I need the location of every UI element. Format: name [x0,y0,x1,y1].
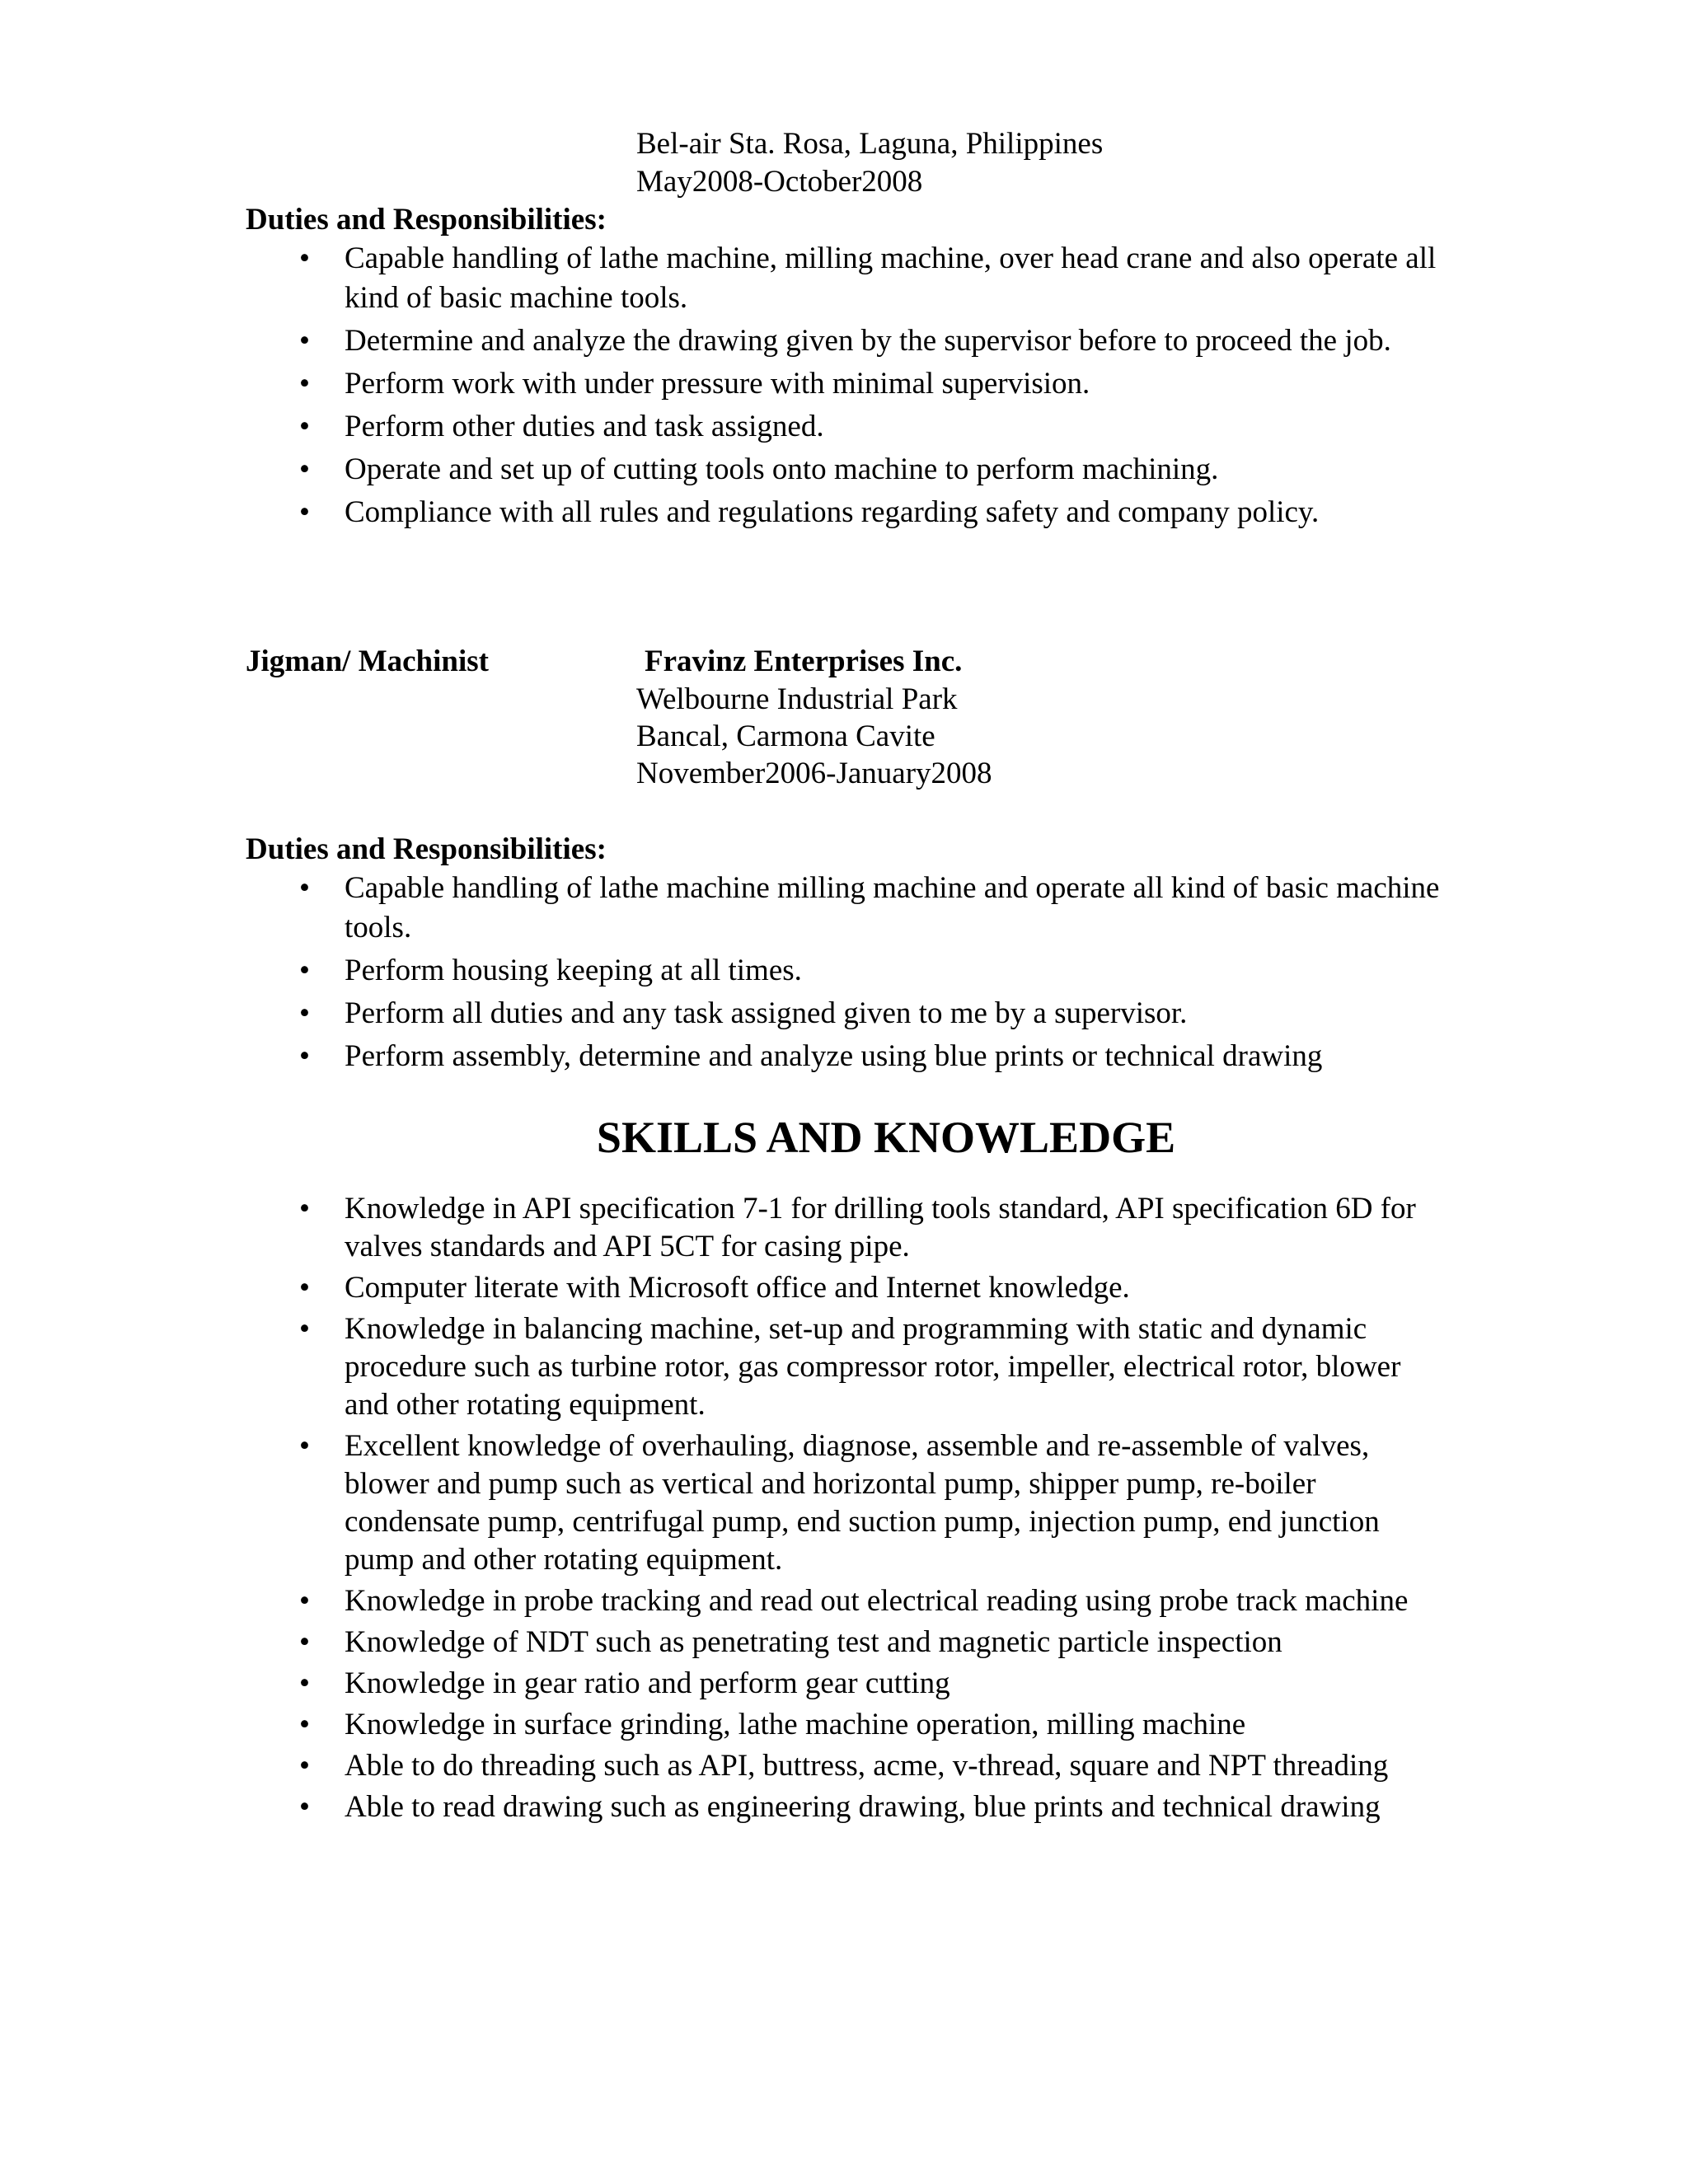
job1-duties-heading: Duties and Responsibilities: [246,203,607,237]
bullet-icon: • [299,1271,310,1305]
bullet-icon: • [299,241,310,275]
list-item: • Determine and analyze the drawing given by the supervisor before to proceed the job. [0,321,1441,361]
bullet-icon: • [299,367,310,401]
list-item: • Able to do threading such as API, buttress, acme, v-thread, square and NPT threading [0,1747,1441,1785]
bullet-icon: • [299,1584,310,1618]
job2-position: Jigman/ Machinist [246,644,489,678]
bullet-icon: • [299,324,310,358]
list-item: • Capable handling of lathe machine, milling machine, over head crane and also operate all kind of basic machine tools. [0,239,1441,318]
list-item: • Knowledge in gear ratio and perform gear cutting [0,1665,1441,1703]
bullet-icon: • [299,1312,310,1346]
bullet-icon: • [299,1749,310,1783]
skills-heading: SKILLS AND KNOWLEDGE [596,1113,1176,1162]
bullet-icon: • [299,954,310,987]
job2-address-line1: Welbourne Industrial Park [636,682,958,716]
bullet-icon: • [299,495,310,529]
bullet-icon: • [299,410,310,443]
bullet-icon: • [299,1192,310,1226]
list-item: • Excellent knowledge of overhauling, diagnose, assemble and re-assemble of valves, blower and pump such as vertical and horizontal pump, shipper pump, re-boiler condensate pump, centrifugal pump, end suction pump, injection pump, end junction pump and other rotating equipment. [299,1429,1380,1577]
bullet-icon: • [299,1625,310,1659]
bullet-icon: • [299,1429,310,1463]
job2-dates: November2006-January2008 [636,757,992,790]
bullet-icon: • [299,871,310,905]
list-item: • Perform work with under pressure with minimal supervision. [0,364,1441,404]
list-item: • Perform other duties and task assigned. [0,407,1441,447]
bullet-icon: • [299,1039,310,1073]
job2-company: Fravinz Enterprises Inc. [645,644,963,678]
list-item: • Operate and set up of cutting tools onto machine to perform machining. [0,450,1441,490]
job2-duties-list [0,869,1441,1080]
list-item: • Knowledge in balancing machine, set-up and programming with static and dynamic procedure such as turbine rotor, gas compressor rotor, impeller, electrical rotor, blower and other rotating equipment. [299,1312,1401,1422]
skills-list [0,1190,1441,1830]
list-item: • Perform all duties and any task assigned given to me by a supervisor. [0,994,1441,1033]
list-item: • Knowledge of NDT such as penetrating test and magnetic particle inspection [0,1624,1441,1661]
list-item: • Compliance with all rules and regulations regarding safety and company policy. [0,493,1441,532]
bullet-icon: • [299,1666,310,1700]
job1-address: Bel-air Sta. Rosa, Laguna, Philippines [636,127,1104,161]
job1-dates: May2008-October2008 [636,165,923,199]
list-item: • Knowledge in surface grinding, lathe machine operation, milling machine [0,1706,1441,1744]
bullet-icon: • [299,452,310,486]
list-item: • Perform assembly, determine and analyze using blue prints or technical drawing [0,1037,1441,1076]
job1-duties-list [0,239,1441,536]
job2-address-line2: Bancal, Carmona Cavite [636,719,935,753]
bullet-icon: • [299,996,310,1030]
bullet-icon: • [299,1790,310,1824]
bullet-icon: • [299,1708,310,1741]
list-item: • Perform housing keeping at all times. [0,951,1441,991]
list-item: • Capable handling of lathe machine milling machine and operate all kind of basic machine tools. [0,869,1441,948]
list-item: • Computer literate with Microsoft office and Internet knowledge. [0,1269,1441,1307]
list-item: • Able to read drawing such as engineering drawing, blue prints and technical drawing [0,1788,1441,1826]
job2-duties-heading: Duties and Responsibilities: [246,832,607,866]
list-item: • Knowledge in API specification 7-1 for drilling tools standard, API specification 6D for valves standards and API 5CT for casing pipe. [299,1192,1416,1263]
list-item: • Knowledge in probe tracking and read out electrical reading using probe track machine [0,1582,1441,1620]
